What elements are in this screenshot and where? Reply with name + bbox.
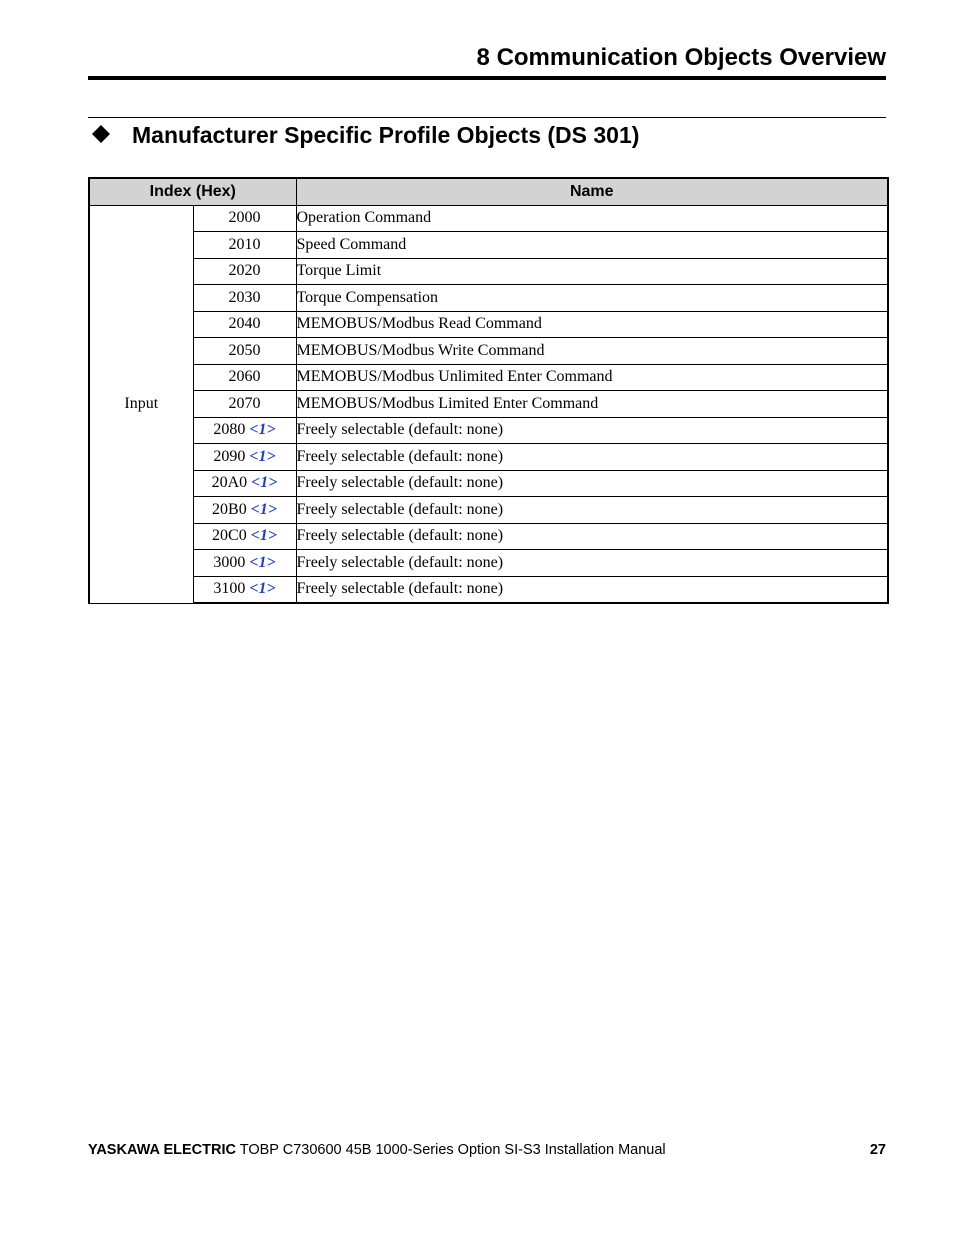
column-header-name: Name [296,178,888,205]
table-row [89,232,888,259]
table-row [89,470,888,497]
name-cell: MEMOBUS/Modbus Write Command [296,338,888,365]
index-value: 3000 [213,553,246,571]
table-row [89,205,888,232]
index-cell [193,285,296,312]
name-cell: Freely selectable (default: none) [296,497,888,524]
name-cell: Freely selectable (default: none) [296,550,888,577]
note-reference-link[interactable]: <1> [249,447,276,465]
table-row [89,497,888,524]
group-label-cell: Input [89,205,193,603]
name-cell: Operation Command [296,205,888,232]
index-value: 2040 [228,315,261,333]
note-reference-link[interactable]: <1> [251,474,278,492]
name-cell: Freely selectable (default: none) [296,576,888,603]
name-cell: MEMOBUS/Modbus Unlimited Enter Command [296,364,888,391]
footer-manual-title: TOBP C730600 45B 1000-Series Option SI-S3 Installation Manual [239,1142,666,1158]
chapter-rule [88,76,886,80]
page-number: 27 [869,1142,886,1158]
name-cell: Freely selectable (default: none) [296,444,888,471]
table-row [89,523,888,550]
table-body [89,205,888,603]
index-value: 2050 [228,341,261,359]
note-reference-link[interactable]: <1> [250,527,277,545]
table-header-row [89,178,888,205]
index-cell [193,470,296,497]
index-cell [193,550,296,577]
footer-brand: YASKAWA ELECTRIC [88,1142,236,1158]
index-value: 2090 [213,447,246,465]
column-header-index: Index (Hex) [89,178,296,205]
table-row [89,311,888,338]
note-reference-link[interactable]: <1> [250,500,277,518]
index-cell [193,417,296,444]
index-value: 2010 [228,235,261,253]
index-cell [193,311,296,338]
section-rule [88,117,886,118]
index-value: 2000 [228,209,261,227]
name-cell: Torque Limit [296,258,888,285]
index-cell [193,338,296,365]
chapter-title: 8 Communication Objects Overview [476,44,886,71]
index-value: 2020 [228,262,261,280]
note-reference-link[interactable]: <1> [249,580,276,598]
index-value: 20B0 [212,500,247,518]
table-row [89,417,888,444]
index-value: 2060 [228,368,261,386]
footer-text [88,1142,666,1158]
table-row [89,550,888,577]
index-cell [193,497,296,524]
objects-table [88,177,889,604]
index-cell [193,523,296,550]
name-cell: Freely selectable (default: none) [296,523,888,550]
section-title: Manufacturer Specific Profile Objects (DS 301) [132,122,640,148]
table-row [89,285,888,312]
name-cell: Freely selectable (default: none) [296,470,888,497]
name-cell: MEMOBUS/Modbus Read Command [296,311,888,338]
index-value: 3100 [213,580,246,598]
table-row [89,576,888,603]
name-cell: MEMOBUS/Modbus Limited Enter Command [296,391,888,418]
index-cell [193,444,296,471]
note-reference-link[interactable]: <1> [249,553,276,571]
index-cell [193,364,296,391]
index-value: 20A0 [211,474,248,492]
table-row [89,258,888,285]
name-cell: Speed Command [296,232,888,259]
index-value: 2030 [228,288,261,306]
index-cell [193,258,296,285]
diamond-icon [92,125,110,143]
name-cell: Torque Compensation [296,285,888,312]
table-row [89,338,888,365]
index-cell [193,576,296,603]
index-value: 2070 [228,394,261,412]
index-cell [193,232,296,259]
note-reference-link[interactable]: <1> [249,421,276,439]
index-cell [193,205,296,232]
table-row [89,444,888,471]
table-row [89,391,888,418]
name-cell: Freely selectable (default: none) [296,417,888,444]
index-value: 20C0 [212,527,247,545]
index-cell [193,391,296,418]
table-row [89,364,888,391]
index-value: 2080 [213,421,246,439]
